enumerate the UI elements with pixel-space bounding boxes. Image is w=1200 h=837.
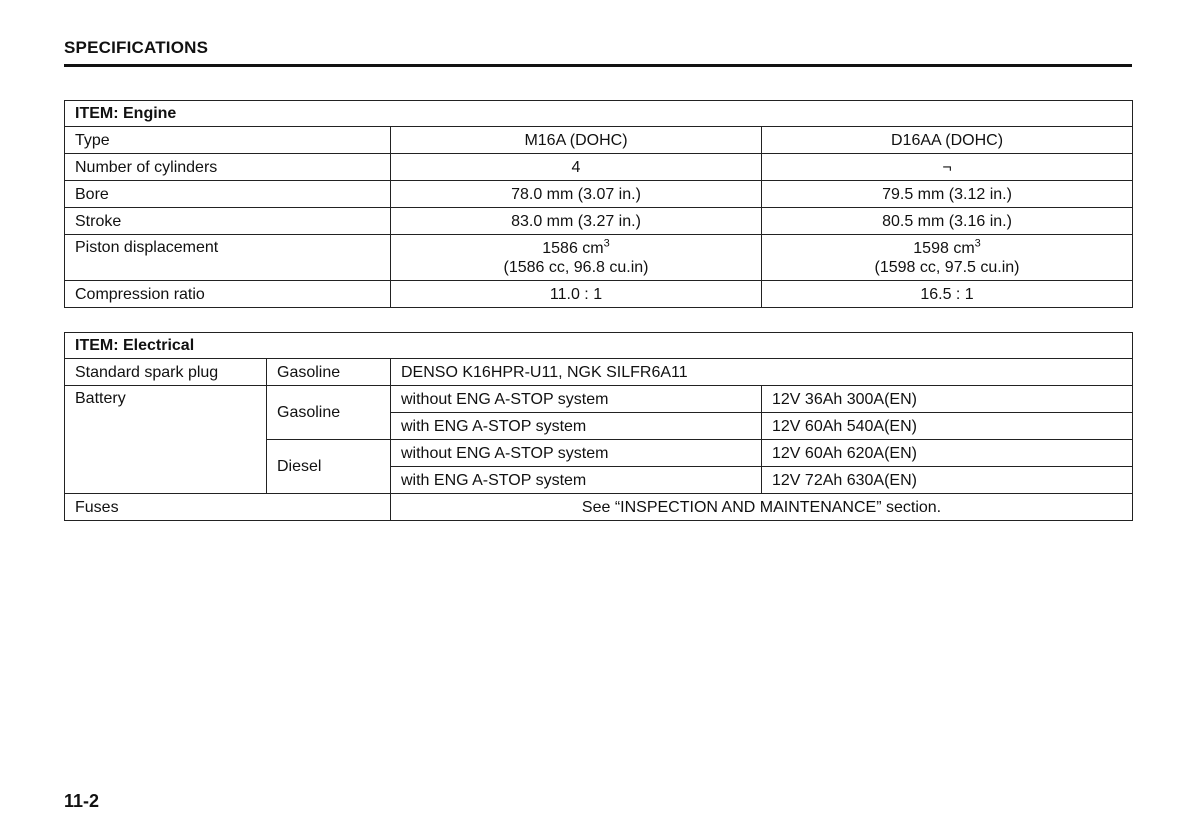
- electrical-spec-table: [64, 332, 1133, 521]
- battery-condition: without ENG A-STOP system: [391, 440, 762, 467]
- d16aa-displacement: [762, 235, 1133, 281]
- row-label: Bore: [65, 181, 391, 208]
- table-row: [65, 281, 1133, 308]
- m16a-value: M16A (DOHC): [391, 127, 762, 154]
- fuel-type: Gasoline: [267, 359, 391, 386]
- d16aa-value: 16.5 : 1: [762, 281, 1133, 308]
- d16aa-displacement-value: 1598 $cm^3$: [913, 237, 981, 257]
- row-label: Number of cylinders: [65, 154, 391, 181]
- table-row: [65, 154, 1133, 181]
- title-rule: [64, 64, 1132, 67]
- battery-value: 12V 36Ah 300A(EN): [762, 386, 1133, 413]
- engine-spec-table: [64, 100, 1133, 308]
- table-row: [65, 208, 1133, 235]
- row-label: Stroke: [65, 208, 391, 235]
- m16a-value: 83.0 mm (3.27 in.): [391, 208, 762, 235]
- table-row: [65, 181, 1133, 208]
- spark-plug-row: [65, 359, 1133, 386]
- d16aa-value: ¬: [762, 154, 1133, 181]
- m16a-displacement: [391, 235, 762, 281]
- battery-value: 12V 72Ah 630A(EN): [762, 467, 1133, 494]
- fuel-type: Diesel: [267, 440, 391, 494]
- table-row: [65, 127, 1133, 154]
- battery-value: 12V 60Ah 540A(EN): [762, 413, 1133, 440]
- electrical-heading-row: [65, 333, 1133, 359]
- row-label: Battery: [65, 386, 267, 494]
- d16aa-value: 79.5 mm (3.12 in.): [762, 181, 1133, 208]
- row-label: Piston displacement: [65, 235, 391, 281]
- d16aa-displacement-detail: (1598 cc, 97.5 cu.in): [874, 258, 1020, 276]
- page-number: 11-2: [64, 791, 100, 811]
- m16a-value: 11.0 : 1: [391, 281, 762, 308]
- battery-condition: with ENG A-STOP system: [391, 467, 762, 494]
- m16a-value: 78.0 mm (3.07 in.): [391, 181, 762, 208]
- battery-condition: without ENG A-STOP system: [391, 386, 762, 413]
- row-label: Standard spark plug: [65, 359, 267, 386]
- row-label: Type: [65, 127, 391, 154]
- spark-plug-value: DENSO K16HPR-U11, NGK SILFR6A11: [391, 359, 1133, 386]
- row-label: Fuses: [65, 494, 391, 521]
- battery-value: 12V 60Ah 620A(EN): [762, 440, 1133, 467]
- page-title: SPECIFICATIONS: [64, 38, 209, 57]
- table-row: [65, 386, 1133, 413]
- engine-heading: ITEM: Engine: [65, 101, 1133, 127]
- fuses-row: [65, 494, 1133, 521]
- battery-condition: with ENG A-STOP system: [391, 413, 762, 440]
- row-label: Compression ratio: [65, 281, 391, 308]
- fuses-value: See “INSPECTION AND MAINTENANCE” section.: [391, 494, 1133, 521]
- electrical-heading: ITEM: Electrical: [65, 333, 1133, 359]
- engine-heading-row: [65, 101, 1133, 127]
- m16a-value: 4: [391, 154, 762, 181]
- d16aa-value: D16AA (DOHC): [762, 127, 1133, 154]
- fuel-type: Gasoline: [267, 386, 391, 440]
- d16aa-value: 80.5 mm (3.16 in.): [762, 208, 1133, 235]
- m16a-displacement-value: 1586 $cm^3$: [542, 237, 610, 257]
- m16a-displacement-detail: (1586 cc, 96.8 cu.in): [503, 258, 649, 276]
- displacement-row: [65, 235, 1133, 281]
